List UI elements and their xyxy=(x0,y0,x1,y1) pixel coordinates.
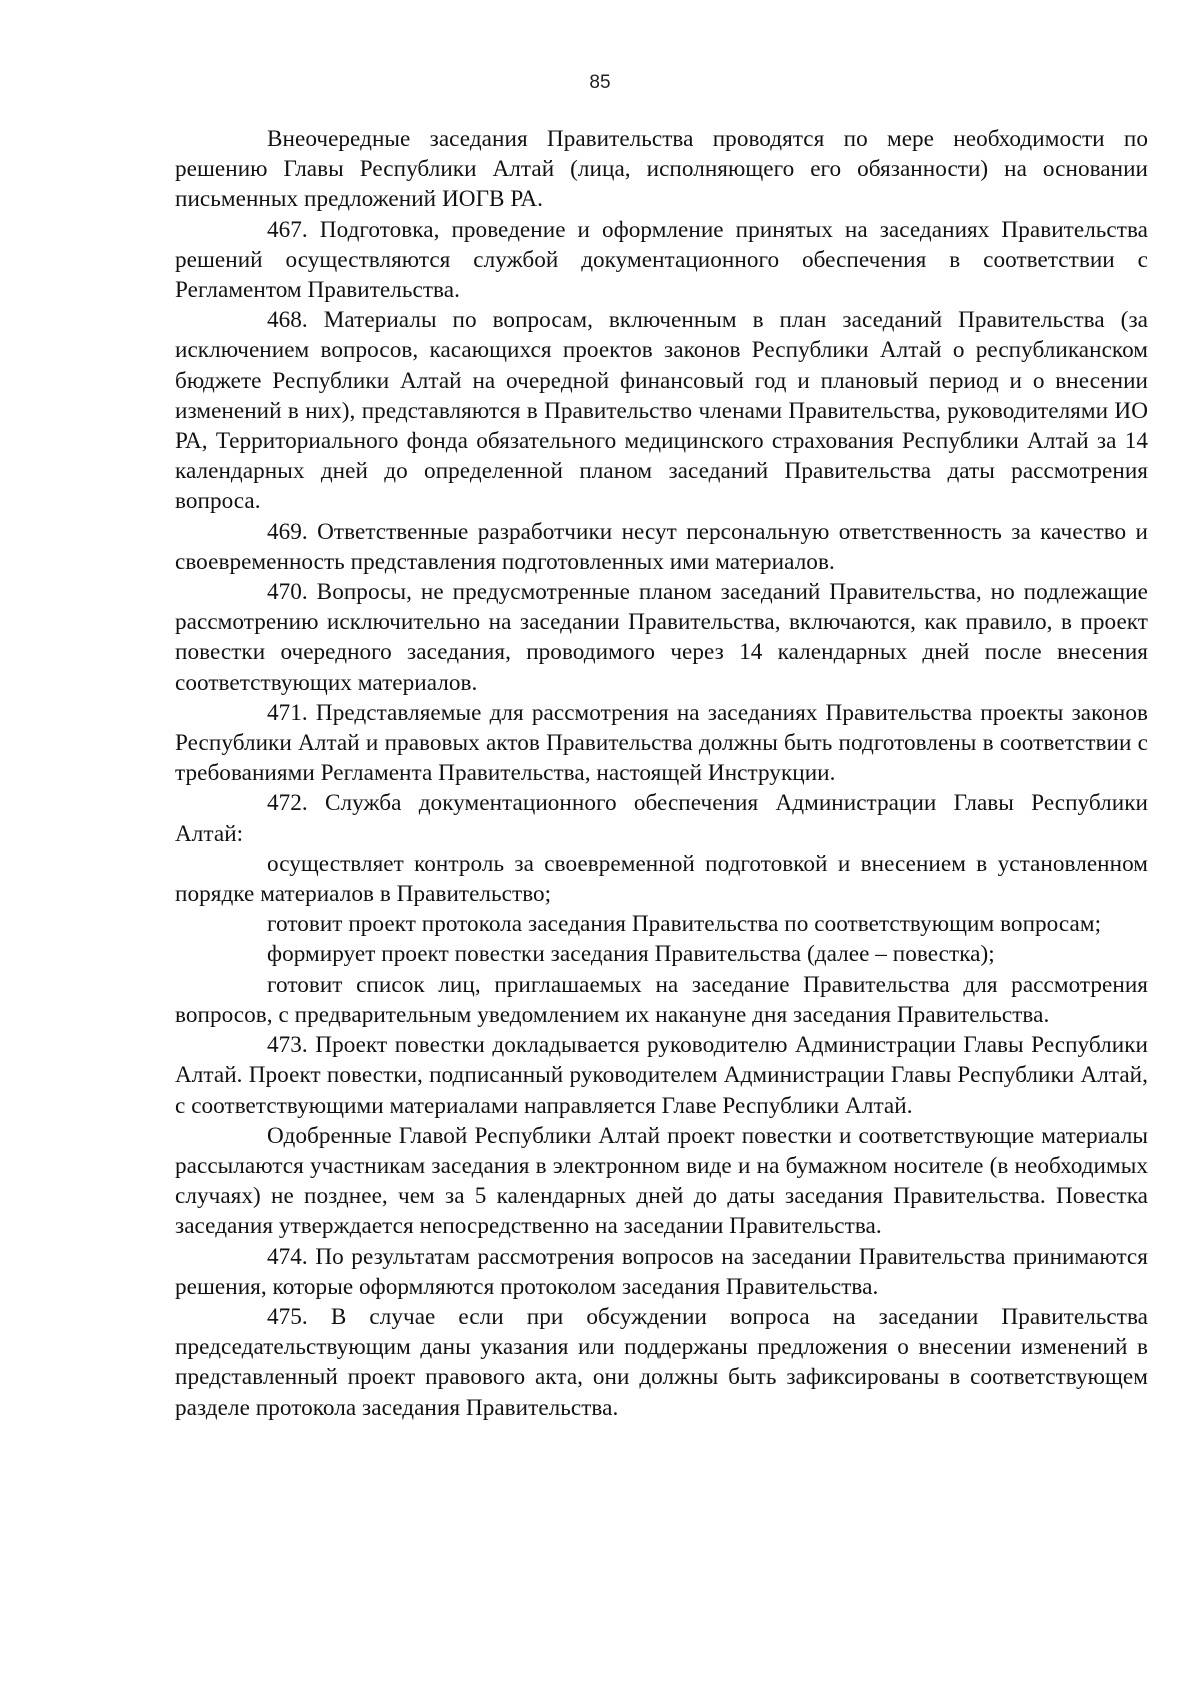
paragraph-471: 471. Представляемые для рассмотрения на заседаниях Правительства проекты законов Республики Алтай и правовых актов Правительства должны быть подготовлены в соответствии с требованиями Регламента Правительства, настоящей Инструкции. xyxy=(175,699,1148,787)
paragraph-extraordinary-meetings: Внеочередные заседания Правительства проводятся по мере необходимости по решению Главы Республики Алтай (лица, исполняющего его обязанности) на основании письменных предложений ИОГВ РА. xyxy=(175,126,1148,213)
paragraph-468: 468. Материалы по вопросам, включенным в план заседаний Правительства (за исключением вопросов, касающихся проектов законов Республики Алтай о республиканском бюджете Республики Алтай на очередной финансовый год и плановый период и о внесении изменений в них), представляются в Правительство членами Правительства, руководителями ИО РА, Территориального фонда обязательного медицинского страхования Республики Алтай за 14 календарных дней до определенной планом заседаний Правительства даты рассмотрения вопроса. xyxy=(175,307,1148,515)
paragraph-470: 470. Вопросы, не предусмотренные планом заседаний Правительства, но подлежащие рассмотрению исключительно на заседании Правительства, включаются, как правило, в проект повестки очередного заседания, проводимого через 14 календарных дней после внесения соответствующих материалов. xyxy=(175,579,1148,696)
document-body xyxy=(175,124,1148,1423)
paragraph-467: 467. Подготовка, проведение и оформление принятых на заседаниях Правительства решений осуществляются службой документационного обеспечения в соответствии с Регламентом Правительства. xyxy=(175,216,1148,304)
paragraph-472-protocol: готовит проект протокола заседания Правительства по соответствующим вопросам; xyxy=(267,911,1102,938)
paragraph-474: 474. По результатам рассмотрения вопросов на заседании Правительства принимаются решения, которые оформляются протоколом заседания Правительства. xyxy=(175,1243,1148,1300)
page-number: 85 xyxy=(589,72,611,93)
paragraph-469: 469. Ответственные разработчики несут персональную ответственность за качество и своевременность представления подготовленных ими материалов. xyxy=(175,518,1148,575)
paragraph-475: 475. В случае если при обсуждении вопроса на заседании Правительства председательствующим даны указания или поддержаны предложения о внесении изменений в представленный проект правового акта, они должны быть зафиксированы в соответствующем разделе протокола заседания Правительства. xyxy=(175,1303,1148,1421)
paragraph-472: 472. Служба документационного обеспечения Администрации Главы Республики Алтай: xyxy=(175,790,1148,847)
paragraph-473: 473. Проект повестки докладывается руководителю Администрации Главы Республики Алтай. Проект повестки, подписанный руководителем Администрации Главы Республики Алтай, с соответствующими материалами направляется Главе Республики Алтай. xyxy=(175,1032,1148,1119)
paragraph-472-control: осуществляет контроль за своевременной подготовкой и внесением в установленном порядке материалов в Правительство; xyxy=(175,850,1148,908)
paragraph-472-agenda: формирует проект повестки заседания Правительства (далее – повестка); xyxy=(267,941,995,968)
paragraph-approved-agenda: Одобренные Главой Республики Алтай проект повестки и соответствующие материалы рассылаются участникам заседания в электронном виде и на бумажном носителе (в необходимых случаях) не позднее, чем за 5 календарных дней до даты заседания Правительства. Повестка заседания утверждается непосредственно на заседании Правительства. xyxy=(175,1122,1148,1240)
paragraph-472-invitees: готовит список лиц, приглашаемых на заседание Правительства для рассмотрения вопросов, с предварительным уведомлением их накануне дня заседания Правительства. xyxy=(175,971,1148,1028)
